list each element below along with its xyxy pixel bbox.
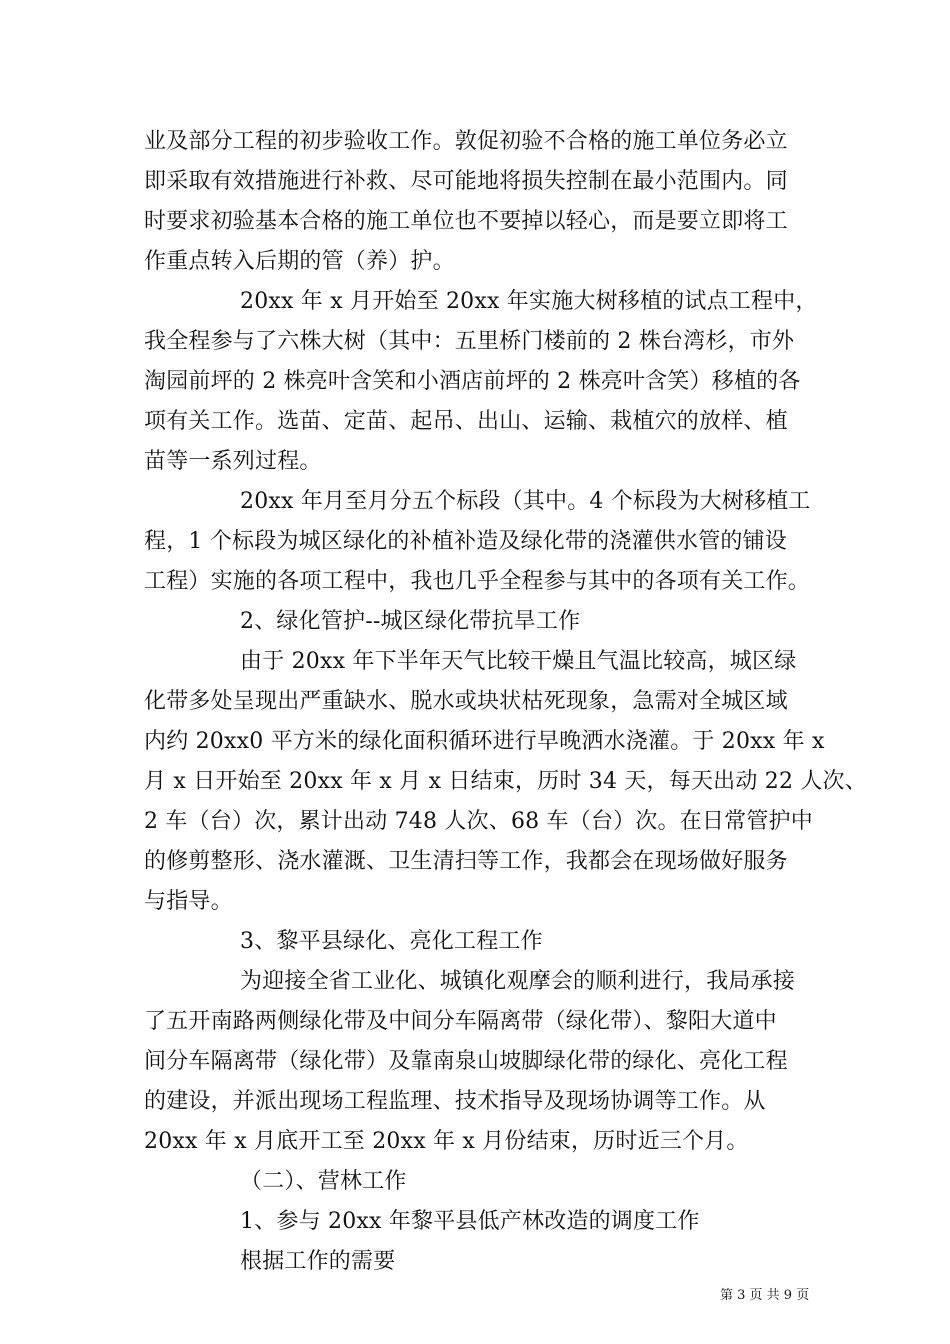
text-line: 化带多处呈现出严重缺水、脱水或块状枯死现象，急需对全城区域 — [144, 689, 788, 714]
text-line: 间分车隔离带（绿化带）及靠南泉山坡脚绿化带的绿化、亮化工程 — [144, 1049, 788, 1074]
text-line: 与指导。 — [144, 889, 233, 914]
text-line: 我全程参与了六株大树（其中：五里桥门楼前的 2 株台湾杉，市外 — [144, 329, 795, 354]
text-line: 的修剪整形、浇水灌溉、卫生清扫等工作，我都会在现场做好服务 — [144, 849, 788, 874]
text-line: 2 车（台）次，累计出动 748 人次、68 车（台）次。在日常管护中 — [144, 809, 813, 834]
text-line: 即采取有效措施进行补救、尽可能地将损失控制在最小范围内。同 — [144, 169, 788, 194]
text-line: 内约 20xx0 平方米的绿化面积循环进行早晚洒水浇灌。于 20xx 年 x — [144, 729, 825, 754]
text-line: 时要求初验基本合格的施工单位也不要掉以轻心，而是要立即将工 — [144, 209, 788, 234]
page-number-footer: 第 3 页 共 9 页 — [720, 1288, 810, 1303]
text-line: 工程）实施的各项工程中，我也几乎全程参与其中的各项有关工作。 — [144, 569, 811, 594]
text-line: 20xx 年月至月分五个标段（其中。4 个标段为大树移植工 — [240, 489, 811, 514]
text-line: 根据工作的需要 — [240, 1249, 396, 1274]
text-line: 淘园前坪的 2 株亮叶含笑和小酒店前坪的 2 株亮叶含笑）移植的各 — [144, 369, 801, 394]
text-line: 苗等一系列过程。 — [144, 449, 322, 474]
section-heading: 3、黎平县绿化、亮化工程工作 — [240, 929, 543, 954]
text-line: 程，1 个标段为城区绿化的补植补造及绿化带的浇灌供水管的铺设 — [144, 529, 787, 554]
text-line: 月 x 日开始至 20xx 年 x 月 x 日结束，历时 34 天，每天出动 22 人次、 — [144, 769, 867, 794]
section-heading: 2、绿化管护--城区绿化带抗旱工作 — [240, 609, 581, 634]
section-heading: 1、参与 20xx 年黎平县低产林改造的调度工作 — [240, 1209, 700, 1234]
text-line: 由于 20xx 年下半年天气比较干燥且气温比较高，城区绿 — [240, 649, 797, 674]
section-heading: （二）、营林工作 — [240, 1169, 407, 1194]
text-line: 作重点转入后期的管（养）护。 — [144, 249, 455, 274]
text-line: 为迎接全省工业化、城镇化观摩会的顺利进行，我局承接 — [240, 969, 796, 994]
text-line: 了五开南路两侧绿化带及中间分车隔离带（绿化带）、黎阳大道中 — [144, 1009, 777, 1034]
text-line: 20xx 年 x 月底开工至 20xx 年 x 月份结束，历时近三个月。 — [144, 1129, 749, 1154]
text-line: 业及部分工程的初步验收工作。敦促初验不合格的施工单位务必立 — [144, 129, 788, 154]
text-line: 的建设，并派出现场工程监理、技术指导及现场协调等工作。从 — [144, 1089, 766, 1114]
text-line: 20xx 年 x 月开始至 20xx 年实施大树移植的试点工程中， — [240, 289, 818, 314]
text-line: 项有关工作。选苗、定苗、起吊、出山、运输、栽植穴的放样、植 — [144, 409, 788, 434]
